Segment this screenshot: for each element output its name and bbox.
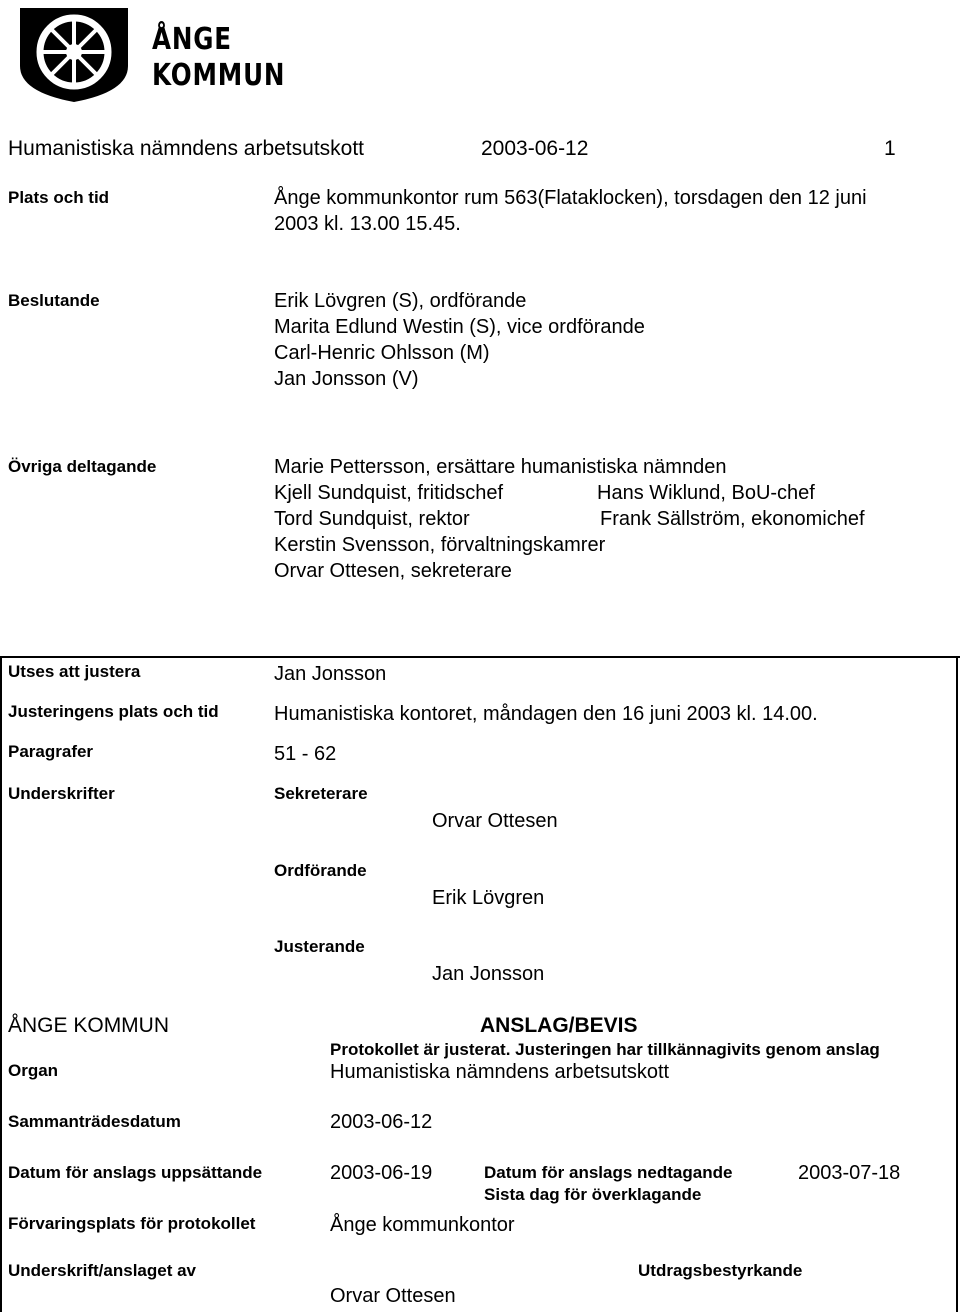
logo-text-line2: KOMMUN: [152, 58, 286, 93]
others-line: Marie Pettersson, ersättare humanistiska nämnden: [274, 456, 727, 478]
adjust-place-label: Justeringens plats och tid: [8, 702, 219, 721]
others-left: Tord Sundquist, rektor: [274, 508, 470, 530]
decision-member: Marita Edlund Westin (S), vice ordförande: [274, 316, 645, 338]
box-right-border: [956, 656, 958, 1312]
municipality-logo: [14, 4, 286, 104]
decision-member: Jan Jonsson (V): [274, 368, 419, 390]
signatures-label: Underskrifter: [8, 784, 115, 803]
box-left-border: [0, 656, 2, 1312]
removed-date-label: Datum för anslags nedtagande: [484, 1163, 733, 1182]
notice-heading: ANSLAG/BEVIS: [480, 1014, 638, 1037]
others-label: Övriga deltagande: [8, 457, 157, 476]
chair-name: Erik Lövgren: [432, 887, 545, 909]
certified-label: Utdragsbestyrkande: [638, 1261, 803, 1280]
checker-value: Jan Jonsson: [274, 663, 387, 685]
others-right: Hans Wiklund, BoU-chef: [597, 482, 815, 504]
posted-date-value: 2003-06-19: [330, 1162, 433, 1184]
others-line: Orvar Ottesen, sekreterare: [274, 560, 512, 582]
posted-date-label: Datum för anslags uppsättande: [8, 1163, 263, 1182]
decision-member: Carl-Henric Ohlsson (M): [274, 342, 490, 364]
appeal-date-label: Sista dag för överklagande: [484, 1185, 702, 1204]
checker-label: Utses att justera: [8, 662, 141, 681]
organ-value: Humanistiska nämndens arbetsutskott: [330, 1061, 670, 1083]
place-label: Plats och tid: [8, 188, 110, 207]
chair-label: Ordförande: [274, 861, 367, 880]
secretary-name: Orvar Ottesen: [432, 810, 558, 832]
meeting-date-value: 2003-06-12: [330, 1111, 433, 1133]
storage-value: Ånge kommunkontor: [330, 1214, 515, 1236]
notice-statement: Protokollet är justerat. Justeringen har tillkännagivits genom anslag: [330, 1040, 880, 1059]
place-line-1: Ånge kommunkontor rum 563(Flataklocken), torsdagen den 12 juni: [274, 187, 867, 209]
adjuster-name: Jan Jonsson: [432, 963, 545, 985]
paragraphs-label: Paragrafer: [8, 742, 94, 761]
secretary-label: Sekreterare: [274, 784, 368, 803]
header-date: 2003-06-12: [481, 137, 589, 160]
others-line: Kerstin Svensson, förvaltningskamrer: [274, 534, 606, 556]
wheel-crest-icon: [14, 4, 134, 104]
logo-text-line1: ÅNGE: [152, 22, 232, 57]
organ-label: Organ: [8, 1061, 59, 1080]
place-line-2: 2003 kl. 13.00 15.45.: [274, 213, 461, 235]
adjust-place-value: Humanistiska kontoret, måndagen den 16 juni 2003 kl. 14.00.: [274, 703, 818, 725]
storage-label: Förvaringsplats för protokollet: [8, 1214, 256, 1233]
header-title: Humanistiska nämndens arbetsutskott: [8, 137, 365, 160]
adjuster-label: Justerande: [274, 937, 365, 956]
others-right: Frank Sällström, ekonomichef: [600, 508, 865, 530]
signed-by-name: Orvar Ottesen: [330, 1285, 456, 1307]
box-top-border: [0, 656, 960, 658]
notice-municipality: ÅNGE KOMMUN: [8, 1014, 170, 1037]
others-left: Kjell Sundquist, fritidschef: [274, 482, 504, 504]
meeting-date-label: Sammanträdesdatum: [8, 1112, 181, 1131]
decision-label: Beslutande: [8, 291, 100, 310]
decision-member: Erik Lövgren (S), ordförande: [274, 290, 527, 312]
paragraphs-value: 51 - 62: [274, 743, 337, 765]
page-number: 1: [884, 137, 896, 160]
removed-date-value: 2003-07-18: [798, 1162, 901, 1184]
signed-by-label: Underskrift/anslaget av: [8, 1261, 197, 1280]
